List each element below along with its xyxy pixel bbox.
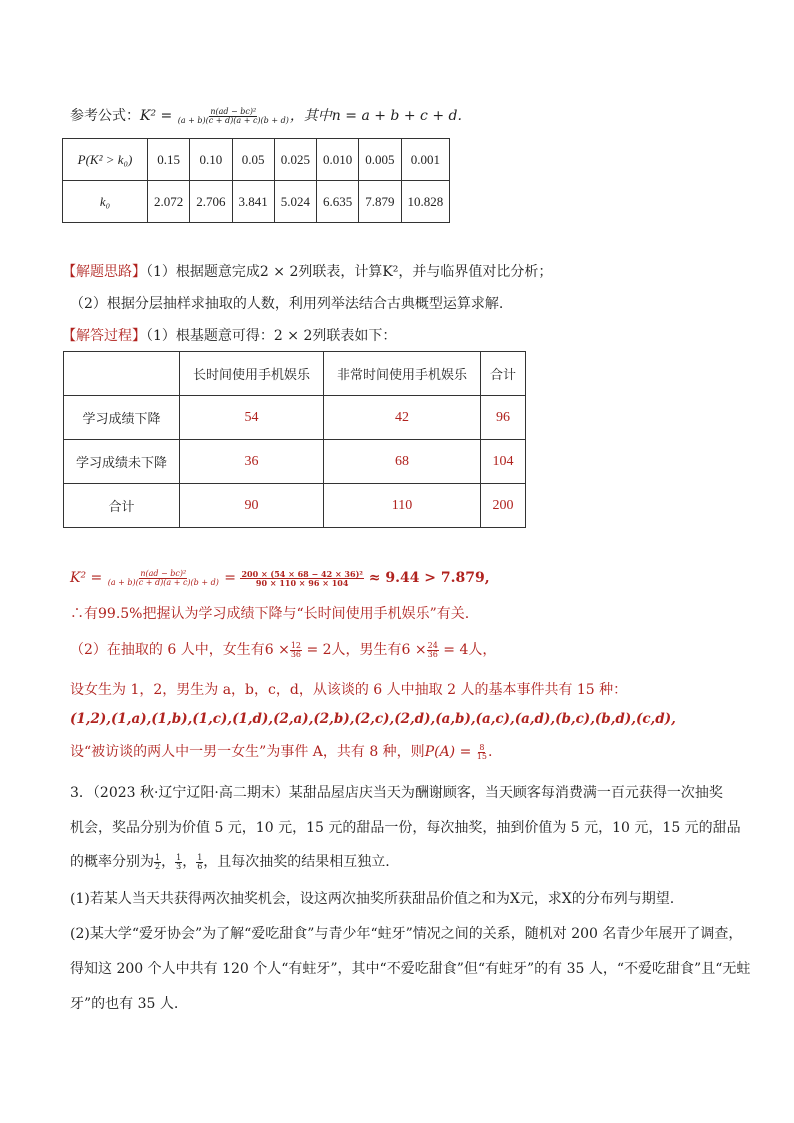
fraction: $\frac{1}{3}$ <box>176 852 182 871</box>
solution-idea-line1: 【解题思路】（1）根据题意完成2 × 2列联表，计算K²，并与临界值对比分析； <box>62 264 553 280</box>
solution-process-line1: 【解答过程】（1）根基题意可得：2 × 2列联表如下： <box>62 328 397 344</box>
reference-formula: 参考公式：K² = $\frac{\text{n(ad − bc)²}}{(a + b)(c + d)(a + c)(b + d)}$ ，其中n = a + b + c + d. <box>70 106 462 125</box>
conclusion-line: ∴有99.5%把握认为学习成绩下降与“长时间使用手机娱乐”有关. <box>70 606 470 622</box>
problem3-question1: (1)若某人当天共获得两次抽奖机会，设这两次抽奖所获甜品价值之和为X元，求X的分布列与期望. <box>70 891 675 907</box>
table-row: 学习成绩未下降 36 68 104 <box>64 440 526 484</box>
solution-idea-line2: （2）根据分层抽样求抽取的人数，利用列举法结合古典概型运算求解. <box>70 296 504 312</box>
problem3-question2-line2: 得知这 200 个人中共有 120 个人“有蛀牙”，其中“不爱吃甜食”但“有蛀牙”的有 35 人，“不爱吃甜食”且“无蛀 <box>70 961 751 977</box>
problem3-question2-line3: 牙”的也有 35 人. <box>70 996 179 1012</box>
value-fraction: $\frac{\text{200 × (54 × 68 − 42 × 36)²}}{90 \times 110 \times 96 \times 104}$ <box>241 568 363 588</box>
probability-line: 设“被访谈的两人中一男一女生”为事件 A，共有 8 种，则P(A) = $\frac{8}{15}$ . <box>70 742 493 761</box>
fraction: $\frac{1}{2}$ <box>155 852 161 871</box>
table-row: 合计 90 110 200 <box>64 484 526 528</box>
events-list: (1,2),(1,a),(1,b),(1,c),(1,d),(2,a),(2,b),(2,c),(2,d),(a,b),(a,c),(a,d),(b,c),(b,d),(c,d), <box>70 711 676 727</box>
formula-fraction: $\frac{\text{n(ad − bc)²}}{(a + b)(c + d)(a + c)(b + d)}$ <box>107 568 219 587</box>
table-row: P(K² > k₀) 0.15 0.10 0.05 0.025 0.010 0.005 0.001 <box>63 139 450 181</box>
part2-line: （2）在抽取的 6 人中，女生有6 × $\frac{12}{36}$ = 2人，男生有6 × $\frac{24}{36}$ = 4人， <box>70 640 497 659</box>
problem3-line3: 的概率分别为 $\frac{1}{2}$ ， $\frac{1}{3}$ ， $\frac{1}{6}$ ，且每次抽奖的结果相互独立. <box>70 852 390 871</box>
table-header-row: 长时间使用手机娱乐 非常时间使用手机娱乐 合计 <box>64 352 526 396</box>
contingency-table <box>63 351 526 528</box>
fraction: $\frac{12}{36}$ <box>290 640 301 659</box>
fraction: $\frac{1}{6}$ <box>197 852 203 871</box>
events-intro: 设女生为 1，2，男生为 a，b，c，d，从该谈的 6 人中抽取 2 人的基本事件共有 15 种： <box>70 682 628 698</box>
table-row: k₀ 2.072 2.706 3.841 5.024 6.635 7.879 10.828 <box>63 181 450 223</box>
formula-fraction: $\frac{\text{n(ad − bc)²}}{(a + b)(c + d)(a + c)(b + d)}$ <box>177 106 289 125</box>
table-row: 学习成绩下降 54 42 96 <box>64 396 526 440</box>
problem3-question2-line1: (2)某大学“爱牙协会”为了解“爱吃甜食”与青少年“蛀牙”情况之间的关系，随机对 200 名青少年展开了调查， <box>70 926 743 942</box>
problem3-line2: 机会，奖品分别为价值 5 元，10 元，15 元的甜品一份，每次抽奖，抽到价值为 5 元，10 元，15 元的甜品 <box>70 820 741 836</box>
fraction: $\frac{24}{36}$ <box>427 640 438 659</box>
fraction: $\frac{8}{15}$ <box>476 742 487 761</box>
problem3-line1: 3．（2023 秋·辽宁辽阳·高二期末）某甜品屋店庆当天为酬谢顾客，当天顾客每消费满一百元获得一次抽奖 <box>70 785 723 801</box>
k2-calculation: K² = $\frac{\text{n(ad − bc)²}}{(a + b)(c + d)(a + c)(b + d)}$ = $\frac{\text{200 × (54 × 68 − 42 × 36)²}}{90 \times 110 \times 96 \times 104}$ ≈ 9.44 > 7.879, <box>70 568 490 588</box>
critical-value-table <box>62 138 450 223</box>
